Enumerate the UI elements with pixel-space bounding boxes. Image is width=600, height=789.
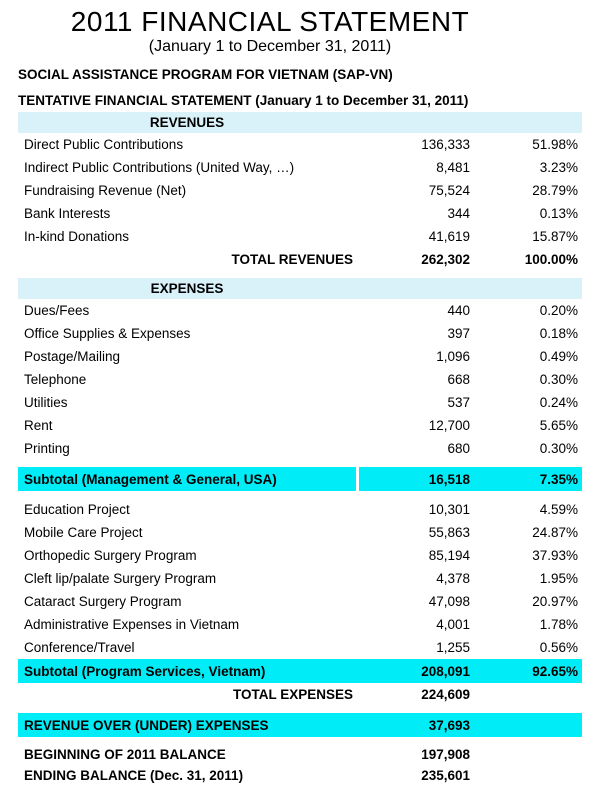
table-row: [18, 225, 582, 248]
row-amount: 235,601: [421, 768, 470, 783]
row-percent: 1.78%: [539, 617, 578, 632]
table-row: [18, 590, 582, 613]
table-row: [18, 299, 582, 322]
table-row: [18, 112, 582, 133]
row-label: EXPENSES: [150, 281, 224, 296]
row-label: REVENUES: [149, 115, 225, 130]
row-label: REVENUE OVER (UNDER) EXPENSES: [24, 717, 269, 733]
table-row: [18, 414, 582, 437]
row-percent: 0.24%: [539, 395, 578, 410]
cell-divider: [356, 491, 359, 498]
table-row: [18, 133, 582, 156]
row-percent: 0.18%: [539, 326, 578, 341]
row-amount: 41,619: [428, 229, 470, 244]
row-label: Administrative Expenses in Vietnam: [24, 617, 240, 632]
row-percent: 100.00%: [524, 252, 578, 267]
row-label: BEGINNING OF 2011 BALANCE: [24, 747, 226, 762]
row-percent: 37.93%: [532, 548, 578, 563]
row-percent: 0.49%: [539, 349, 578, 364]
row-percent: 24.87%: [532, 525, 578, 540]
row-amount: 10,301: [428, 502, 470, 517]
row-amount: 55,863: [428, 525, 470, 540]
row-label: Subtotal (Program Services, Vietnam): [24, 663, 266, 679]
row-percent: 7.35%: [539, 471, 578, 487]
table-row: [18, 613, 582, 636]
row-label: Cleft lip/palate Surgery Program: [24, 571, 217, 586]
row-percent: 0.30%: [539, 372, 578, 387]
row-label: Mobile Care Project: [24, 525, 143, 540]
cell-divider: [356, 278, 359, 299]
row-percent: 20.97%: [532, 594, 578, 609]
table-row: [18, 391, 582, 414]
row-amount: 136,333: [421, 137, 470, 152]
row-amount: 37,693: [428, 717, 470, 733]
row-amount: 12,700: [428, 418, 470, 433]
page-subtitle: (January 1 to December 31, 2011): [148, 38, 392, 55]
cell-divider: [356, 737, 359, 744]
organization-name: SOCIAL ASSISTANCE PROGRAM FOR VIETNAM (SAP-VN): [18, 67, 393, 82]
row-label: Office Supplies & Expenses: [24, 326, 191, 341]
row-label: Cataract Surgery Program: [24, 594, 182, 609]
row-label: Utilities: [24, 395, 68, 410]
row-label: Bank Interests: [24, 206, 111, 221]
table-row: [18, 271, 582, 278]
row-amount: 680: [447, 441, 470, 456]
cell-divider: [356, 460, 359, 467]
row-label: Printing: [24, 441, 70, 456]
row-percent: 15.87%: [532, 229, 578, 244]
row-label: Indirect Public Contributions (United Way, …): [24, 160, 295, 175]
table-row: [18, 467, 582, 491]
table-row: [18, 368, 582, 391]
row-label: Fundraising Revenue (Net): [24, 183, 187, 198]
table-row: [18, 544, 582, 567]
table-row: [18, 179, 582, 202]
statement-title: TENTATIVE FINANCIAL STATEMENT (January 1 to December 31, 2011): [18, 93, 469, 108]
cell-divider: [356, 271, 359, 278]
row-percent: 28.79%: [532, 183, 578, 198]
table-row: [18, 659, 582, 683]
row-label: Direct Public Contributions: [24, 137, 184, 152]
row-label: In-kind Donations: [24, 229, 130, 244]
row-label: Orthopedic Surgery Program: [24, 548, 197, 563]
table-row: [18, 248, 582, 271]
row-label: Telephone: [24, 372, 87, 387]
row-percent: 0.20%: [539, 303, 578, 318]
row-amount: 224,609: [421, 687, 470, 702]
table-row: [18, 744, 582, 765]
row-percent: 1.95%: [539, 571, 578, 586]
row-label: Rent: [24, 418, 53, 433]
table-row: [18, 156, 582, 179]
table-row: [18, 345, 582, 368]
table-row: [18, 202, 582, 225]
row-amount: 1,255: [436, 640, 470, 655]
row-amount: 344: [447, 206, 470, 221]
row-percent: 0.13%: [539, 206, 578, 221]
row-label: Subtotal (Management & General, USA): [24, 471, 277, 487]
row-amount: 440: [447, 303, 470, 318]
table-row: [18, 636, 582, 659]
row-label: Postage/Mailing: [24, 349, 121, 364]
row-label: Dues/Fees: [24, 303, 90, 318]
table-row: [18, 437, 582, 460]
row-percent: 3.23%: [539, 160, 578, 175]
header-block: [0, 0, 540, 55]
row-amount: 668: [447, 372, 470, 387]
table-row: [18, 683, 582, 706]
table-row: [18, 737, 582, 744]
row-percent: 0.30%: [539, 441, 578, 456]
page-title: 2011 FINANCIAL STATEMENT: [70, 6, 470, 37]
row-amount: 208,091: [421, 663, 470, 679]
cell-divider: [356, 706, 359, 713]
table-row: [18, 567, 582, 590]
row-amount: 262,302: [421, 252, 470, 267]
row-amount: 537: [447, 395, 470, 410]
row-percent: 5.65%: [539, 418, 578, 433]
row-amount: 85,194: [428, 548, 470, 563]
row-label: TOTAL EXPENSES: [232, 687, 353, 702]
table-row: [18, 498, 582, 521]
row-percent: 92.65%: [532, 663, 578, 679]
table-row: [18, 460, 582, 467]
table-row: [18, 713, 582, 737]
row-label: TOTAL REVENUES: [231, 252, 353, 267]
row-percent: 51.98%: [532, 137, 578, 152]
row-amount: 75,524: [428, 183, 470, 198]
row-amount: 16,518: [428, 471, 470, 487]
table-row: [18, 521, 582, 544]
statement-table: [18, 112, 582, 786]
row-percent: 4.59%: [539, 502, 578, 517]
row-amount: 4,001: [436, 617, 470, 632]
cell-divider: [356, 112, 359, 133]
table-row: [18, 278, 582, 299]
table-row: [18, 706, 582, 713]
row-amount: 4,378: [436, 571, 470, 586]
row-amount: 8,481: [436, 160, 470, 175]
row-amount: 47,098: [428, 594, 470, 609]
row-label: ENDING BALANCE (Dec. 31, 2011): [24, 768, 244, 783]
row-amount: 397: [447, 326, 470, 341]
row-label: Education Project: [24, 502, 130, 517]
row-label: Conference/Travel: [24, 640, 135, 655]
row-percent: 0.56%: [539, 640, 578, 655]
row-amount: 1,096: [436, 349, 470, 364]
table-row: [18, 322, 582, 345]
table-row: [18, 765, 582, 786]
table-row: [18, 491, 582, 498]
row-amount: 197,908: [421, 747, 470, 762]
